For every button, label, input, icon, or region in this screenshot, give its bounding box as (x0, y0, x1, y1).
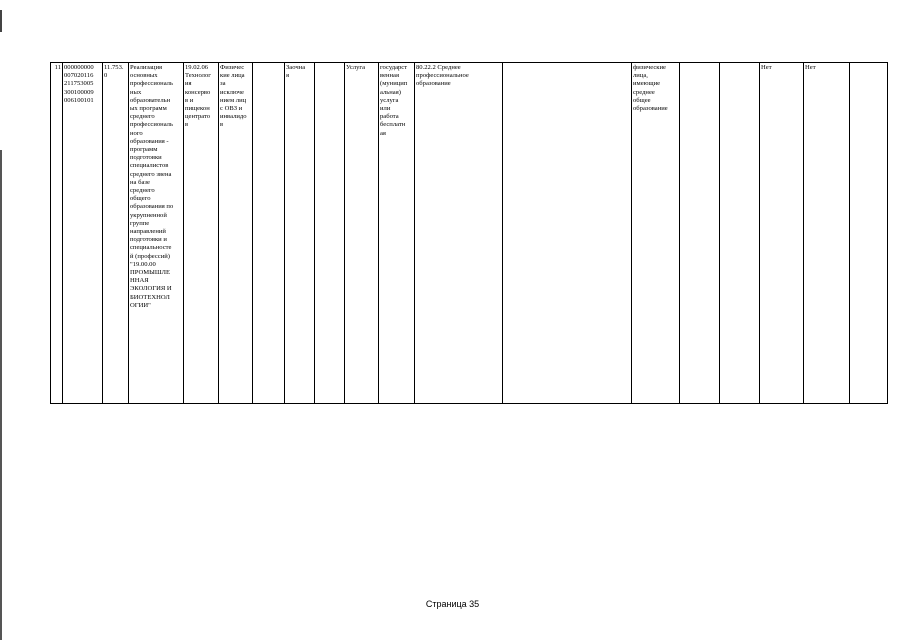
table-cell-cell-empty-6 (850, 63, 888, 404)
table-cell-specialty: 19.02.06 Технолог ия консерво в и пищекон центрато в (184, 63, 219, 404)
page-number: Страница 35 (425, 599, 480, 609)
table-cell-okved-code: 11.753. 0 (103, 63, 129, 404)
scan-edge-mark (0, 150, 2, 640)
registry-table (50, 62, 888, 404)
table-cell-cell-empty-4 (680, 63, 720, 404)
table-cell-okved-description: 80.22.2 Среднее профессиональное образование (415, 63, 503, 404)
table-row (51, 63, 888, 404)
table-cell-row-number: 11 (51, 63, 63, 404)
table-cell-study-form: Заочна я (285, 63, 315, 404)
scan-edge-mark-top (0, 10, 2, 32)
table-cell-funding: государст венная (муницип альная) услуга или работа бесплатн ая (379, 63, 415, 404)
table-cell-cell-empty-3 (503, 63, 632, 404)
table-cell-cell-empty-2 (315, 63, 345, 404)
table-cell-consumer-category: Физичес кие лица за исключе нием лиц с ОВЗ и инвалидо в (219, 63, 253, 404)
table-cell-flag-1: Нет (760, 63, 804, 404)
table-cell-registry-code: 000000000 007020116 211753005 300100009 006100101 (63, 63, 103, 404)
table-cell-consumer-description: физические лица, имеющие среднее общее образование (632, 63, 680, 404)
table-cell-type: Услуга (345, 63, 379, 404)
table-cell-cell-empty-5 (720, 63, 760, 404)
table-cell-service-name: Реализация основных профессиональ ных образовательн ых программ среднего профессиональ ного образования - программ подготовки специалистов среднего звена на базе среднего общего образования по укрупненной группе направлений подготовки и специальносте й (профессий) "19.00.00 ПРОМЫШЛЕ ННАЯ ЭКОЛОГИЯ И БИОТЕХНОЛ ОГИИ" (129, 63, 184, 404)
table-cell-flag-2: Нет (804, 63, 850, 404)
table-cell-cell-empty-1 (253, 63, 285, 404)
